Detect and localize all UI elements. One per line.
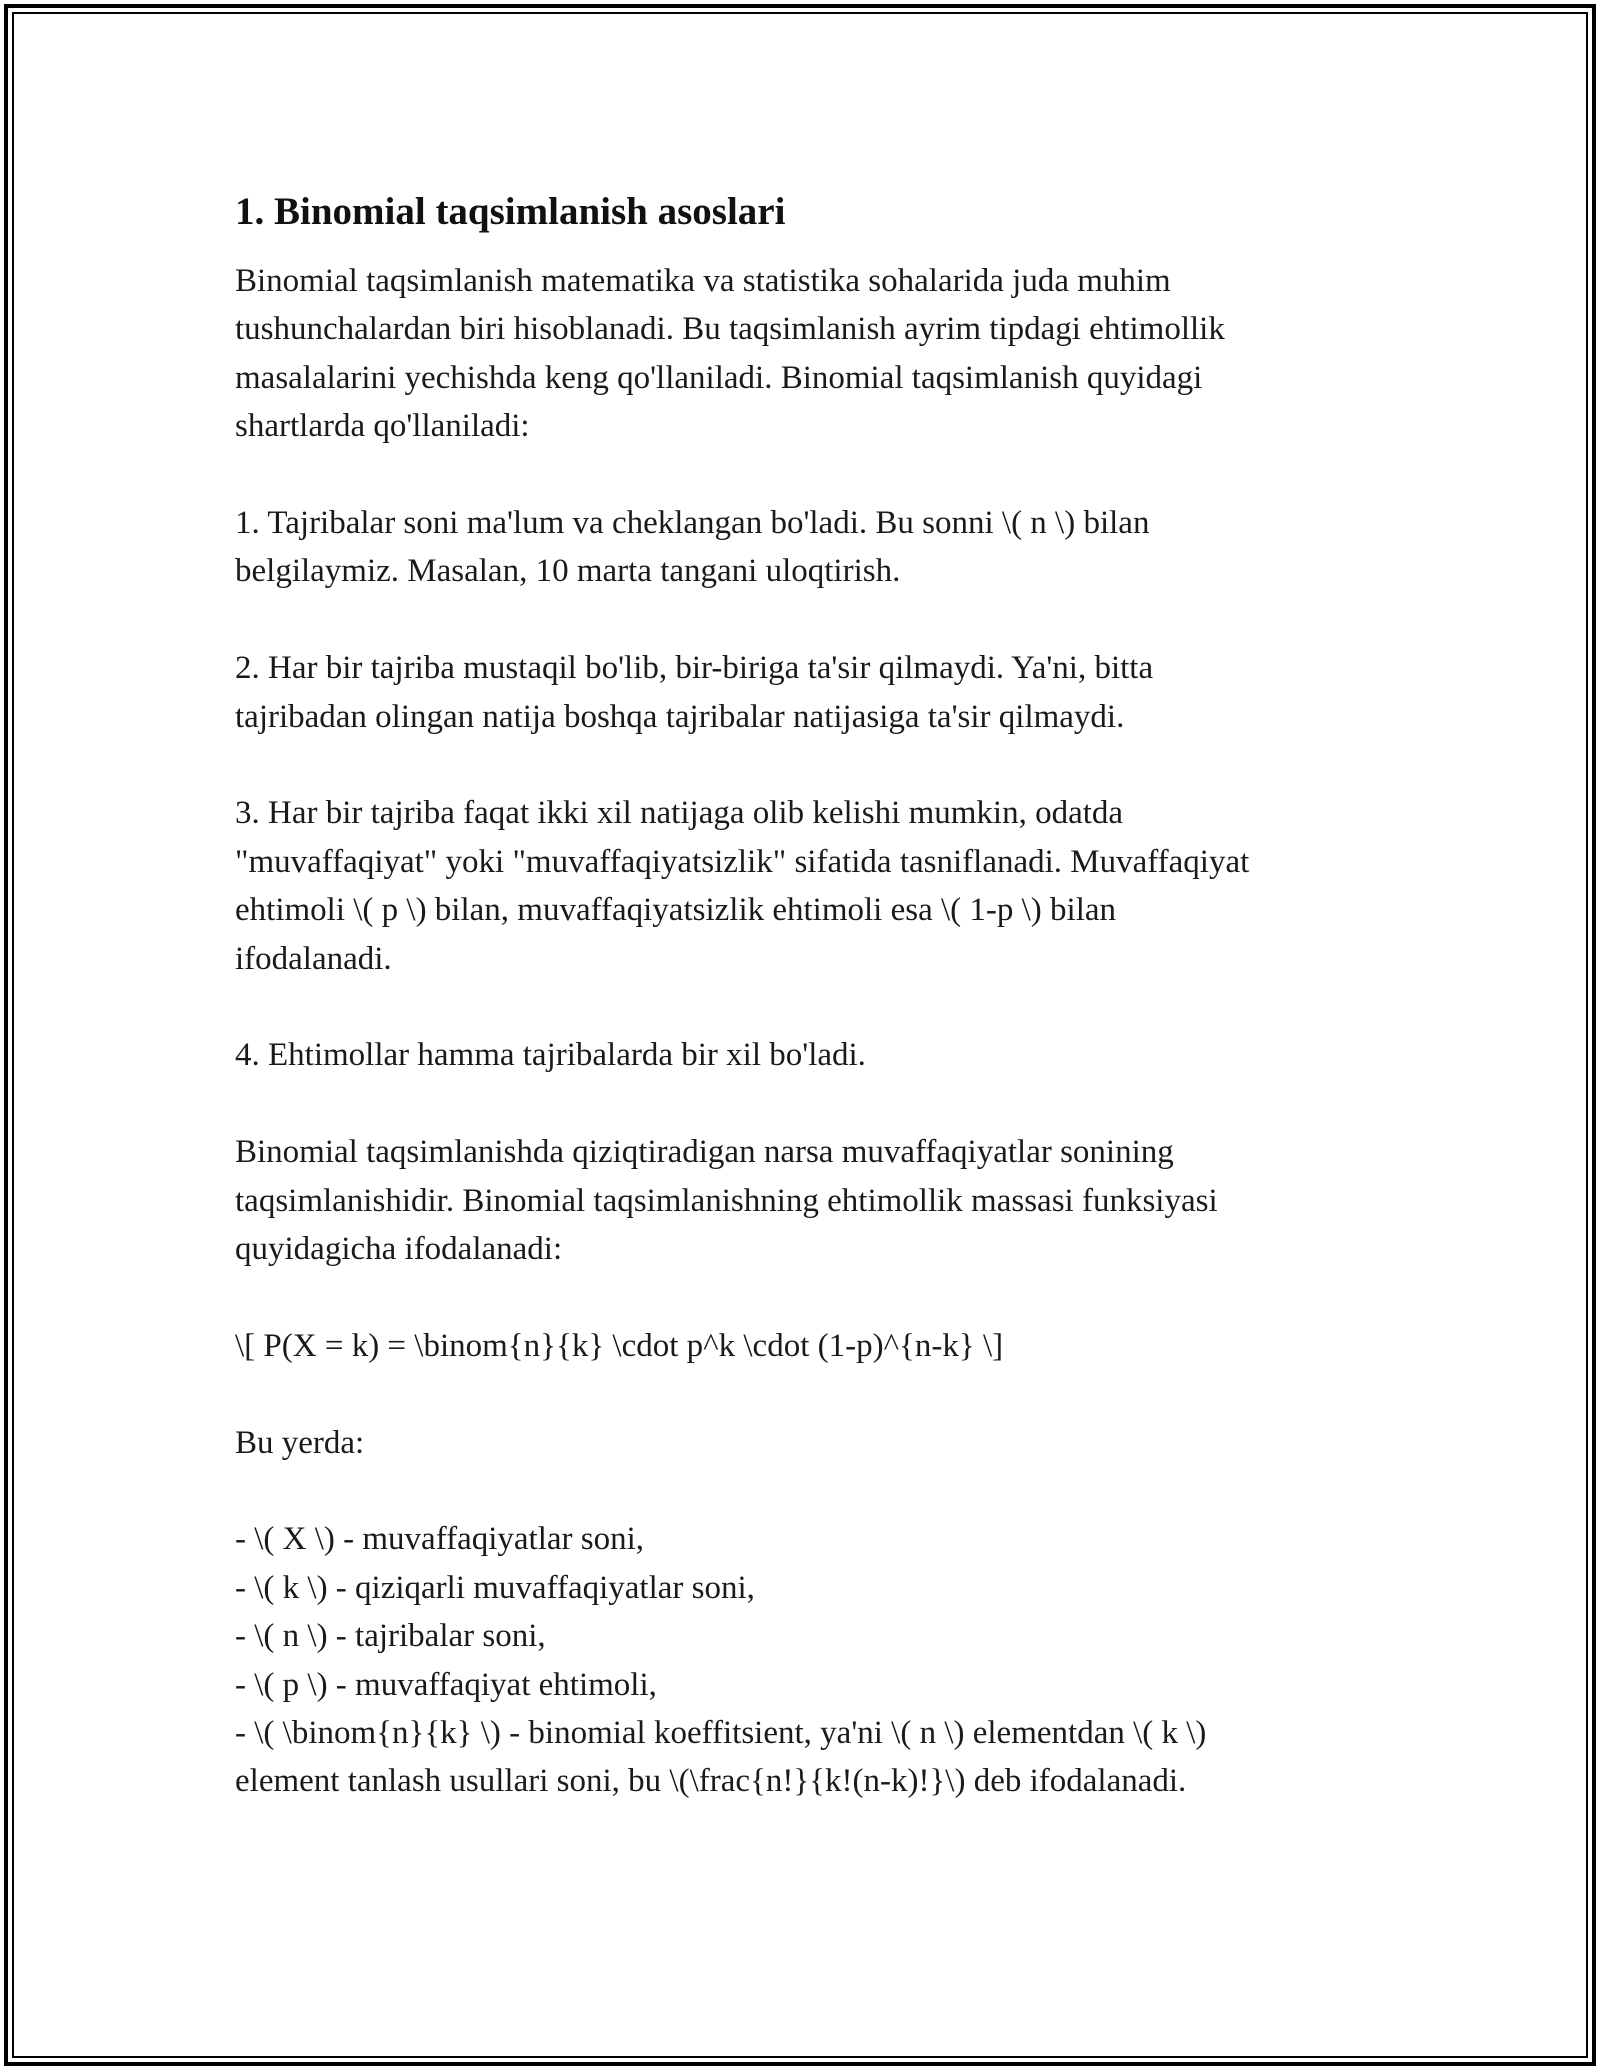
text-line: 2. Har bir tajriba mustaqil bo'lib, bir-biriga ta'sir qilmaydi. Ya'ni, bitta xyxy=(235,650,1154,687)
text-line: Binomial taqsimlanishda qiziqtiradigan narsa muvaffaqiyatlar sonining xyxy=(235,1134,1174,1171)
condition-1-paragraph xyxy=(235,499,1375,596)
text-line: 4. Ehtimollar hamma tajribalarda bir xil bo'ladi. xyxy=(235,1037,866,1074)
definition-item: - \( k \) - qiziqarli muvaffaqiyatlar soni, xyxy=(235,1569,755,1606)
condition-2-paragraph xyxy=(235,644,1375,741)
text-line: "muvaffaqiyat" yoki "muvaffaqiyatsizlik" sifatida tasniflanadi. Muvaffaqiyat xyxy=(235,843,1250,880)
where-label: Bu yerda: xyxy=(235,1424,365,1461)
text-line: masalalarini yechishda keng qo'llaniladi. Binomial taqsimlanish quyidagi xyxy=(235,359,1203,396)
definition-item: element tanlash usullari soni, bu \(\frac{n!}{k!(n-k)!}\) deb ifodalanadi. xyxy=(235,1763,1187,1800)
text-line: ehtimoli \( p \) bilan, muvaffaqiyatsizlik ehtimoli esa \( 1-p \) bilan xyxy=(235,892,1117,929)
text-line: tajribadan olingan natija boshqa tajribalar natijasiga ta'sir qilmaydi. xyxy=(235,698,1125,735)
document-body xyxy=(235,185,1375,1806)
definition-item: - \( X \) - muvaffaqiyatlar soni, xyxy=(235,1521,645,1558)
text-line: tushunchalardan biri hisoblanadi. Bu taqsimlanish ayrim tipdagi ehtimollik xyxy=(235,311,1225,348)
text-line: shartlarda qo'llaniladi: xyxy=(235,408,530,445)
condition-3-paragraph xyxy=(235,789,1375,983)
definition-item: - \( p \) - muvaffaqiyat ehtimoli, xyxy=(235,1666,657,1703)
definitions-list xyxy=(235,1515,1375,1805)
condition-4-paragraph xyxy=(235,1031,1375,1079)
text-line: Binomial taqsimlanish matematika va statistika sohalarida juda muhim xyxy=(235,263,1171,299)
text-line: ifodalanadi. xyxy=(235,940,392,977)
text-line: 1. Tajribalar soni ma'lum va cheklangan bo'ladi. Bu sonni \( n \) bilan xyxy=(235,505,1150,542)
text-line: taqsimlanishidir. Binomial taqsimlanishning ehtimollik massasi funksiyasi xyxy=(235,1182,1218,1219)
pmf-formula: \[ P(X = k) = \binom{n}{k} \cdot p^k \cdot (1-p)^{n-k} \] xyxy=(235,1327,1004,1364)
intro-paragraph xyxy=(235,257,1375,451)
pmf-intro-paragraph xyxy=(235,1128,1375,1273)
definition-item: - \( n \) - tajribalar soni, xyxy=(235,1618,546,1655)
definition-item: - \( \binom{n}{k} \) - binomial koeffitsient, ya'ni \( n \) elementdan \( k \) xyxy=(235,1715,1207,1752)
text-line: belgilaymiz. Masalan, 10 marta tangani uloqtirish. xyxy=(235,553,901,590)
text-line: 3. Har bir tajriba faqat ikki xil natijaga olib kelishi mumkin, odatda xyxy=(235,795,1124,832)
text-line: quyidagicha ifodalanadi: xyxy=(235,1231,563,1268)
section-heading: 1. Binomial taqsimlanish asoslari xyxy=(235,190,786,233)
